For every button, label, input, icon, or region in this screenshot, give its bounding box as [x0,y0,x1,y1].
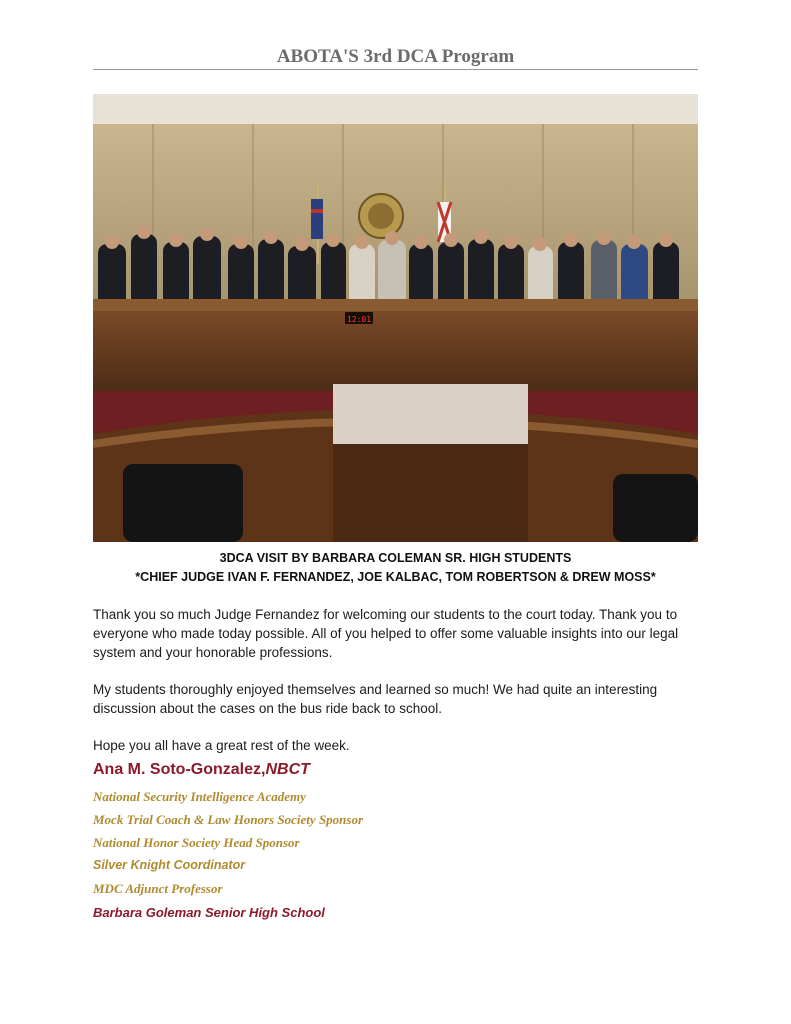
page-header-title: ABOTA'S 3rd DCA Program [276,46,515,67]
caption-line-1: 3DCA VISIT BY BARBARA COLEMAN SR. HIGH STUDENTS [219,551,572,565]
students-paragraph: My students thoroughly enjoyed themselves and learned so much! We had quite an interesting discussion about the cases on the bus ride back to school. [93,682,658,716]
signature-name [93,761,310,779]
courtroom-group-photo [93,94,698,542]
courtroom-photo-illustration [93,94,698,542]
photo-caption [93,549,698,587]
signature-title-3: National Honor Society Head Sponsor [93,835,300,850]
signature-title-5: MDC Adjunct Professor [93,881,223,896]
closing-paragraph: Hope you all have a great rest of the week. [93,738,350,753]
header-divider [93,69,698,70]
signature-title-2: Mock Trial Coach & Law Honors Society Sponsor [93,812,364,827]
signature-credential: NBCT [265,761,310,778]
thank-you-paragraph: Thank you so much Judge Fernandez for welcoming our students to the court today. Thank you to everyone who made today possible. All of you helped to offer some valuable insights into our legal system and your honorable professions. [93,607,679,660]
signature-title-1: National Security Intelligence Academy [93,789,306,804]
signature-title-4: Silver Knight Coordinator [93,858,246,872]
signature-name-text: Ana M. Soto-Gonzalez, [93,761,266,778]
caption-line-2: *CHIEF JUDGE IVAN F. FERNANDEZ, JOE KALBAC, TOM ROBERTSON & DREW MOSS* [135,570,656,584]
signature-school: Barbara Goleman Senior High School [93,905,325,920]
bench-clock-display: 12:01 [346,315,372,324]
